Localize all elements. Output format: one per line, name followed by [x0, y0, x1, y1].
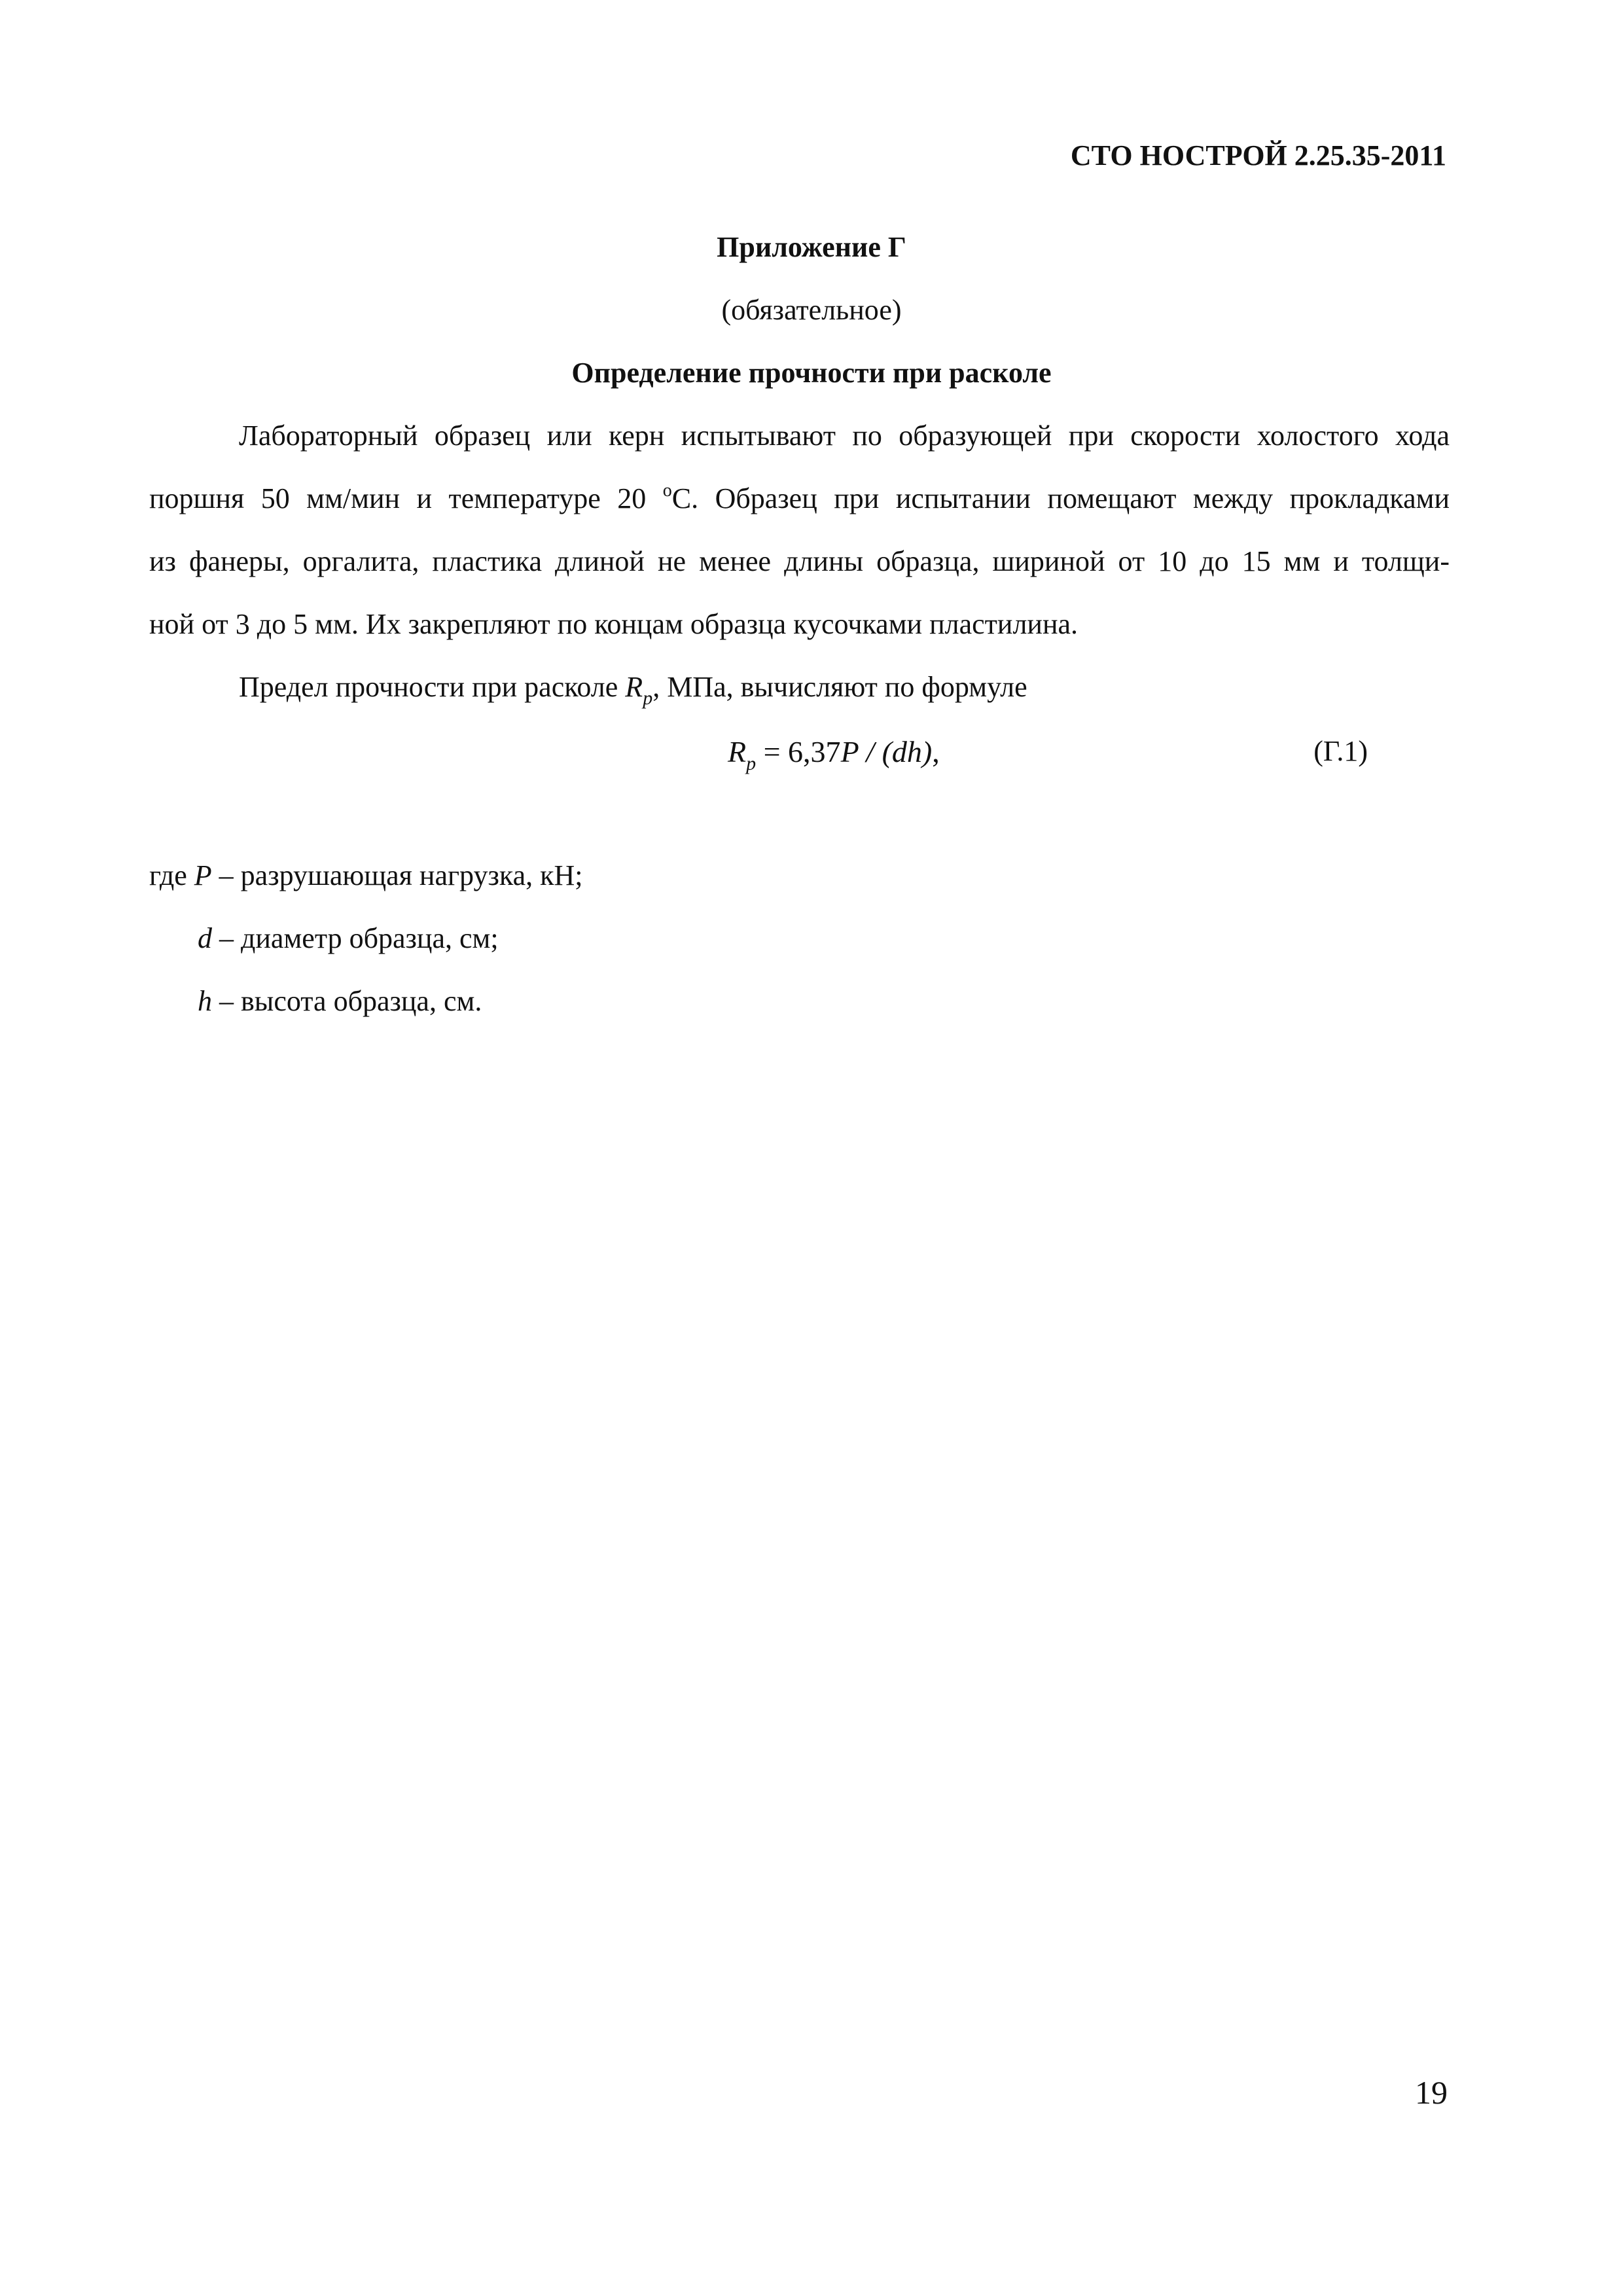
legend-prefix: где [149, 859, 194, 891]
formula-lhs: R [728, 735, 747, 768]
legend-text-height: – высота образца, см. [212, 985, 482, 1017]
formula-number: (Г.1) [1313, 735, 1368, 767]
appendix-title: Приложение Г [717, 231, 906, 263]
formula-coefficient: = 6,37 [756, 735, 841, 768]
legend-item-load [149, 859, 582, 892]
strength-symbol-subscript: p [643, 687, 653, 709]
paragraph-1-line-3: из фанеры, оргалита, пластика длиной не менее длины образца, шириной от 10 до 15 мм и толщи- [149, 545, 1450, 577]
degree-mark: o [662, 480, 672, 501]
legend-item-diameter [198, 922, 499, 955]
paragraph-1-line-2-end: С. Образец при испытании помещают между прокладками [671, 482, 1450, 514]
paragraph-1-line-2 [149, 482, 1450, 515]
document-code-header: СТО НОСТРОЙ 2.25.35-2011 [1070, 139, 1446, 171]
legend-text-diameter: – диаметр образца, см; [212, 922, 499, 954]
page-number: 19 [1415, 2074, 1448, 2111]
legend-symbol-h: h [198, 985, 212, 1017]
formula-lhs-subscript: p [746, 753, 757, 774]
paragraph-1-line-2-start: поршня 50 мм/мин и температуре 20 [149, 482, 663, 514]
legend-symbol-p: P [194, 859, 212, 891]
section-title: Определение прочности при расколе [571, 357, 1052, 389]
formula-comma: , [932, 735, 940, 768]
strength-symbol: R [625, 671, 643, 703]
legend-symbol-d: d [198, 922, 212, 954]
paragraph-2-start: Предел прочности при расколе [239, 671, 626, 703]
appendix-status: (обязательное) [721, 294, 902, 326]
paragraph-2-end: , МПа, вычисляют по формуле [652, 671, 1027, 703]
paragraph-1-line-1: Лабораторный образец или керн испытывают по образующей при скорости холостого хода [239, 420, 1450, 452]
paragraph-1-line-4: ной от 3 до 5 мм. Их закрепляют по концам образца кусочками пластилина. [149, 608, 1079, 640]
formula-variables: P / (dh) [840, 735, 933, 768]
legend-item-height [198, 984, 482, 1018]
formula [728, 734, 940, 774]
paragraph-2 [239, 670, 1450, 709]
legend-text-load: – разрушающая нагрузка, кН; [211, 859, 583, 891]
